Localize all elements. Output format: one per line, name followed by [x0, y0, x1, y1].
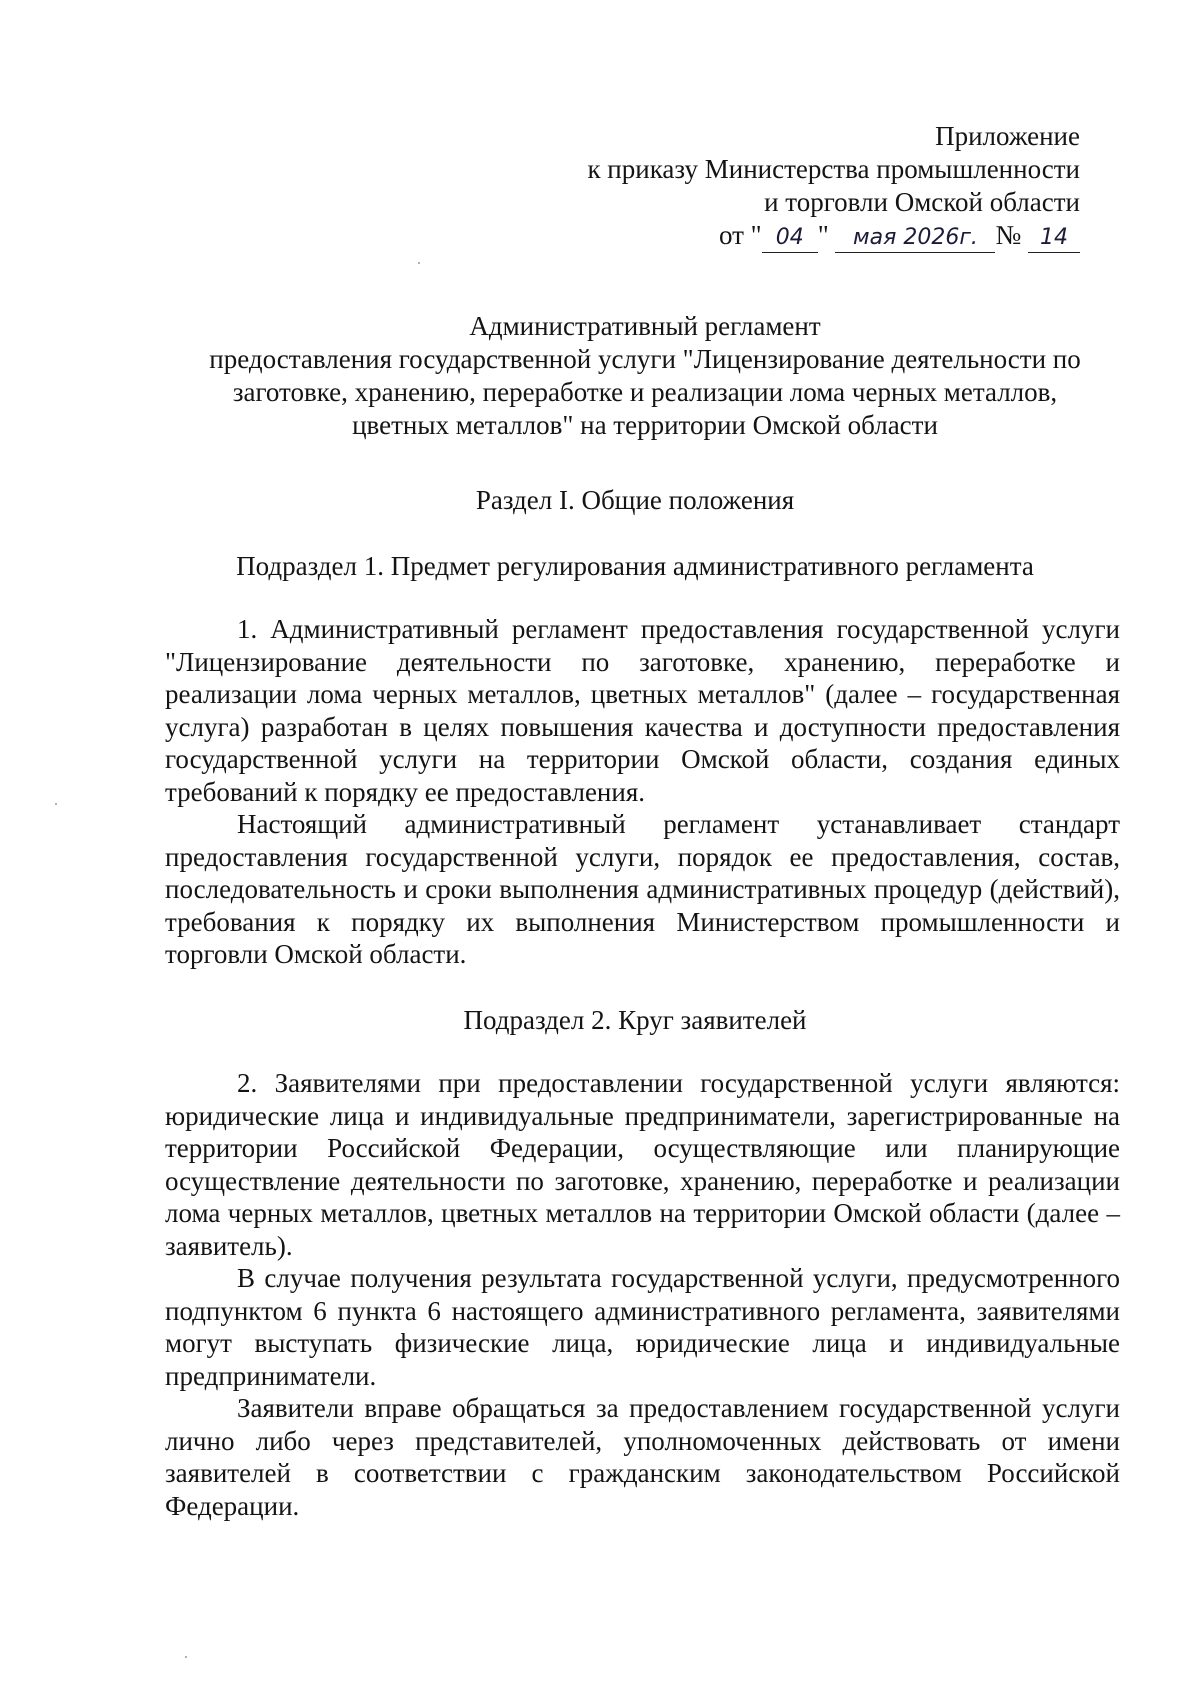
document-title	[170, 310, 1120, 442]
appendix-order-line: к приказу Министерства промышленности	[587, 154, 1080, 184]
section-heading: Раздел I. Общие положения	[475, 485, 795, 515]
date-prefix: от "	[718, 220, 762, 250]
paragraph: 1. Административный регламент предоставления государственной услуги "Лицензирование деятельности по заготовке, хранению, переработке и реализации лома черных металлов, цветных металлов" (далее – государственная услуга) разработан в целях повышения качества и доступности предоставления государственной услуги на территории Омской области, создания единых требований к порядку ее предоставления.	[165, 614, 1120, 807]
paragraph: В случае получения результата государственной услуги, предусмотренного подпунктом 6 пункта 6 настоящего административного регламента, заявителями могут выступать физические лица, юридические лица и индивидуальные предприниматели.	[165, 1263, 1120, 1391]
subsection-1-heading: Подраздел 1. Предмет регулирования административного регламента	[236, 551, 1034, 581]
date-quote: "	[817, 220, 829, 250]
subsection-2-body	[165, 1067, 1120, 1522]
order-date-line	[587, 219, 1080, 253]
handwritten-month-year: мая 2026г.	[835, 224, 995, 253]
scan-speck	[185, 1656, 187, 1658]
appendix-header	[587, 120, 1080, 253]
appendix-title: Приложение	[935, 121, 1080, 151]
paragraph: 2. Заявителями при предоставлении государственной услуги являются: юридические лица и индивидуальные предприниматели, зарегистрированные на территории Российской Федерации, осуществляющие или планирующие осуществление деятельности по заготовке, хранению, переработке и реализации лома черных металлов, цветных металлов на территории Омской области (далее – заявитель).	[165, 1068, 1120, 1261]
subsection-2-heading: Подраздел 2. Круг заявителей	[463, 1005, 807, 1035]
handwritten-order-number: 14	[1028, 224, 1080, 253]
appendix-ministry-line: и торговли Омской области	[764, 187, 1080, 217]
title-line-4: цветных металлов" на территории Омской области	[352, 410, 938, 440]
scan-speck	[418, 262, 420, 264]
handwritten-day: 04	[762, 224, 818, 253]
title-line-2: предоставления государственной услуги "Лицензирование деятельности по	[209, 344, 1081, 374]
number-label: №	[995, 220, 1022, 250]
title-line-3: заготовке, хранению, переработке и реализации лома черных металлов,	[232, 377, 1058, 407]
subsection-1-body	[165, 613, 1120, 971]
paragraph: Настоящий административный регламент устанавливает стандарт предоставления государственной услуги, порядок ее предоставления, состав, последовательность и сроки выполнения административных процедур (действий), требования к порядку их выполнения Министерством промышленности и торговли Омской области.	[165, 809, 1120, 969]
scan-speck	[55, 803, 57, 805]
paragraph: Заявители вправе обращаться за предоставлением государственной услуги лично либо через представителей, уполномоченных действовать от имени заявителей в соответствии с гражданским законодательством Российской Федерации.	[165, 1393, 1120, 1521]
title-line-1: Административный регламент	[469, 311, 821, 341]
